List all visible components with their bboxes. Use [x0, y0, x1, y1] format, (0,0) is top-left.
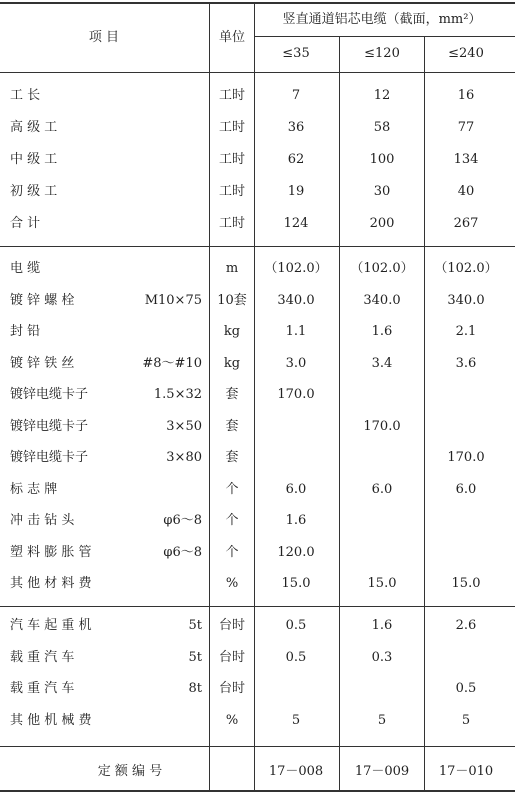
row-unit: 台时 — [218, 618, 246, 633]
row-name: 中 级 工 — [10, 152, 58, 167]
row-spec: #8～#10 — [142, 355, 202, 371]
row-value: 36 — [287, 120, 305, 135]
row-unit: 10套 — [217, 292, 247, 308]
row-value: 0.5 — [455, 681, 477, 696]
row-name: 标 志 牌 — [10, 481, 58, 497]
row-name: 镀 锌 螺 栓 — [10, 292, 75, 308]
row-value: 58 — [373, 120, 391, 135]
row-unit: 台时 — [218, 681, 246, 696]
row-name: 载 重 汽 车 — [10, 681, 75, 696]
row-value: 340.0 — [447, 292, 485, 308]
row-unit: % — [225, 712, 239, 728]
row-spec: φ6～8 — [163, 544, 202, 560]
row-unit: m — [225, 261, 239, 276]
header-col-3: ≤240 — [448, 46, 484, 61]
row-unit: 工时 — [218, 216, 246, 231]
row-value: 2.6 — [455, 618, 477, 633]
row-spec: 3×50 — [166, 418, 202, 434]
row-value: 6.0 — [455, 481, 477, 497]
row-name: 塑 料 膨 胀 管 — [10, 544, 92, 560]
row-value: 6.0 — [285, 481, 307, 497]
row-value: 6.0 — [371, 481, 393, 497]
vline-col2 — [339, 36, 340, 790]
header-unit: 单位 — [218, 30, 246, 45]
row-value: 200 — [369, 216, 395, 231]
row-name: 电 缆 — [10, 261, 41, 276]
row-value: 7 — [291, 88, 301, 103]
vline-unit — [209, 2, 210, 790]
row-value: 0.5 — [285, 618, 307, 633]
row-value: 170.0 — [447, 450, 485, 465]
vline-col3 — [424, 36, 425, 790]
header-col-2: ≤120 — [364, 46, 400, 61]
row-spec: φ6～8 — [163, 513, 202, 528]
rule-labor — [0, 246, 515, 247]
footer-code-2: 17－009 — [354, 764, 410, 779]
row-unit: % — [225, 576, 239, 591]
rule-top — [0, 2, 515, 4]
header-col-1: ≤35 — [282, 46, 310, 61]
row-spec: 8t — [188, 681, 202, 696]
row-unit: 工时 — [218, 184, 246, 199]
row-value: （102.0） — [264, 261, 328, 276]
row-unit: 套 — [225, 387, 239, 402]
row-value: 62 — [287, 152, 305, 167]
row-value: 19 — [287, 184, 305, 199]
row-value: 0.3 — [371, 649, 393, 665]
row-name: 镀锌电缆卡子 — [10, 387, 89, 402]
row-name: 合 计 — [10, 216, 41, 231]
row-value: 1.6 — [371, 618, 393, 633]
row-unit: 工时 — [218, 120, 246, 135]
row-spec: M10×75 — [144, 292, 202, 308]
row-value: 16 — [457, 88, 475, 103]
row-value: 15.0 — [281, 576, 311, 591]
row-value: 1.6 — [285, 513, 307, 528]
row-value: 340.0 — [277, 292, 315, 308]
row-value: （102.0） — [350, 261, 414, 276]
row-name: 镀锌电缆卡子 — [10, 450, 89, 465]
row-unit: 工时 — [218, 152, 246, 167]
row-value: 2.1 — [455, 324, 477, 339]
row-unit: 个 — [225, 544, 239, 560]
row-name: 高 级 工 — [10, 120, 58, 135]
row-value: 3.6 — [455, 355, 477, 371]
vline-col1 — [254, 2, 255, 790]
row-name: 其 他 材 料 费 — [10, 576, 92, 591]
row-value: 100 — [369, 152, 395, 167]
row-value: 120.0 — [277, 544, 315, 560]
row-value: 15.0 — [451, 576, 481, 591]
header-item: 项 目 — [88, 30, 120, 45]
rule-header — [0, 72, 515, 73]
row-spec: 5t — [188, 649, 202, 665]
footer-label: 定 额 编 号 — [97, 764, 163, 779]
row-unit: 个 — [225, 513, 239, 528]
footer-code-3: 17－010 — [438, 764, 494, 779]
footer-code-1: 17－008 — [268, 764, 324, 779]
row-name: 工 长 — [10, 88, 41, 103]
row-name: 汽 车 起 重 机 — [10, 618, 92, 633]
row-value: 3.0 — [285, 355, 307, 371]
row-unit: 工时 — [218, 88, 246, 103]
row-name: 载 重 汽 车 — [10, 649, 75, 665]
row-value: 12 — [373, 88, 391, 103]
row-value: 15.0 — [367, 576, 397, 591]
row-value: 5 — [291, 712, 301, 728]
row-spec: 5t — [188, 618, 202, 633]
row-value: 5 — [461, 712, 471, 728]
row-unit: kg — [223, 355, 241, 371]
row-value: 0.5 — [285, 649, 307, 665]
row-value: 134 — [453, 152, 479, 167]
row-value: 124 — [283, 216, 309, 231]
row-name: 镀锌电缆卡子 — [10, 418, 89, 434]
row-value: 170.0 — [363, 418, 401, 434]
rule-materials — [0, 606, 515, 607]
row-unit: 套 — [225, 450, 239, 465]
row-value: 267 — [453, 216, 479, 231]
row-value: 30 — [373, 184, 391, 199]
row-name: 初 级 工 — [10, 184, 58, 199]
header-group: 竖直通道铝芯电缆（截面，mm²） — [282, 12, 482, 27]
row-spec: 3×80 — [166, 450, 202, 465]
row-value: 5 — [377, 712, 387, 728]
row-unit: 个 — [225, 481, 239, 497]
row-value: 1.6 — [371, 324, 393, 339]
row-unit: kg — [223, 324, 241, 339]
row-name: 其 他 机 械 费 — [10, 712, 92, 728]
row-unit: 套 — [225, 418, 239, 434]
row-name: 封 铅 — [10, 324, 41, 339]
row-value: 3.4 — [371, 355, 393, 371]
row-value: 170.0 — [277, 387, 315, 402]
rule-bottom — [0, 790, 515, 792]
rule-group — [254, 36, 515, 37]
row-value: （102.0） — [434, 261, 498, 276]
row-value: 1.1 — [285, 324, 307, 339]
rule-machines — [0, 746, 515, 747]
row-value: 40 — [457, 184, 475, 199]
row-value: 77 — [457, 120, 475, 135]
row-unit: 台时 — [218, 649, 246, 665]
row-name: 冲 击 钻 头 — [10, 513, 75, 528]
row-name: 镀 锌 铁 丝 — [10, 355, 75, 371]
row-spec: 1.5×32 — [153, 387, 202, 402]
row-value: 340.0 — [363, 292, 401, 308]
